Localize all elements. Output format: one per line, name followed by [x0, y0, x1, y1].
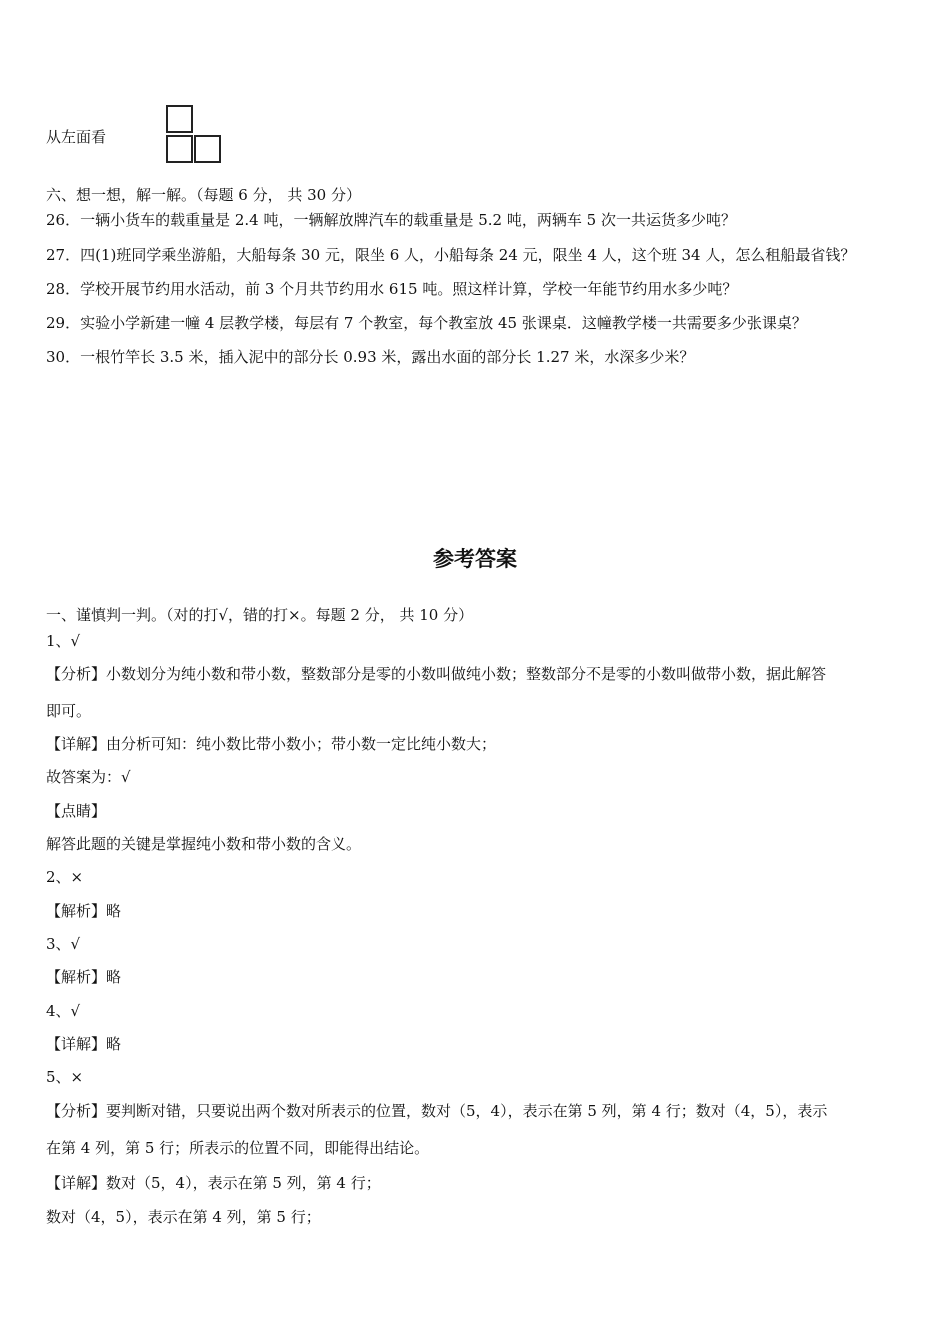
answer-line: 4、√ — [46, 1002, 81, 1020]
answer-line: 【解析】略 — [46, 968, 122, 986]
left-view-figure — [163, 103, 225, 167]
answer-line: 在第 4 列，第 5 行；所表示的位置不同，即能得出结论。 — [46, 1139, 430, 1157]
answer-line: 数对（4，5），表示在第 4 列，第 5 行； — [46, 1208, 321, 1226]
left-view-label: 从左面看 — [46, 128, 107, 146]
answer-line: 【详解】数对（5，4），表示在第 5 列，第 4 行； — [46, 1174, 381, 1192]
question-29: 29．实验小学新建一幢 4 层教学楼，每层有 7 个教室，每个教室放 45 张课桌．这幢教学楼一共需要多少张课桌？ — [46, 314, 807, 332]
answer-line: 即可。 — [46, 702, 92, 720]
section-6-heading: 六、想一想，解一解。（每题 6 分， 共 30 分） — [46, 186, 361, 204]
answer-line: 1、√ — [46, 632, 81, 650]
answer-line: 2、× — [46, 868, 84, 886]
answer-line: 5、× — [46, 1068, 84, 1086]
answer-line: 【分析】要判断对错，只要说出两个数对所表示的位置，数对（5，4），表示在第 5 列，第 4 行；数对（4，5），表示 — [46, 1102, 828, 1120]
cube-bottom-left — [166, 135, 193, 163]
question-28: 28．学校开展节约用水活动，前 3 个月共节约用水 615 吨。照这样计算，学校一年能节约用水多少吨？ — [46, 280, 738, 298]
answer-line: 【详解】由分析可知：纯小数比带小数小；带小数一定比纯小数大； — [46, 735, 497, 753]
answer-line: 【详解】略 — [46, 1035, 122, 1053]
answer-line: 故答案为：√ — [46, 768, 131, 786]
answers-section-1-heading: 一、谨慎判一判。（对的打√，错的打×。每题 2 分， 共 10 分） — [46, 606, 474, 624]
question-27: 27．四(1)班同学乘坐游船，大船每条 30 元，限坐 6 人，小船每条 24 元，限坐 4 人，这个班 34 人，怎么租船最省钱？ — [46, 246, 856, 264]
answer-line: 【解析】略 — [46, 902, 122, 920]
cube-bottom-right — [194, 135, 221, 163]
question-30: 30．一根竹竿长 3.5 米，插入泥中的部分长 0.93 米，露出水面的部分长 1.27 米，水深多少米？ — [46, 348, 695, 366]
cube-top — [166, 105, 193, 133]
answer-line: 【分析】小数划分为纯小数和带小数，整数部分是零的小数叫做纯小数；整数部分不是零的小数叫做带小数，据此解答 — [46, 665, 827, 683]
question-26: 26．一辆小货车的载重量是 2.4 吨，一辆解放牌汽车的载重量是 5.2 吨，两辆车 5 次一共运货多少吨？ — [46, 211, 736, 229]
answers-title: 参考答案 — [433, 547, 517, 571]
answer-line: 3、√ — [46, 935, 81, 953]
answer-line: 【点睛】 — [46, 802, 107, 820]
answer-line: 解答此题的关键是掌握纯小数和带小数的含义。 — [46, 835, 362, 853]
